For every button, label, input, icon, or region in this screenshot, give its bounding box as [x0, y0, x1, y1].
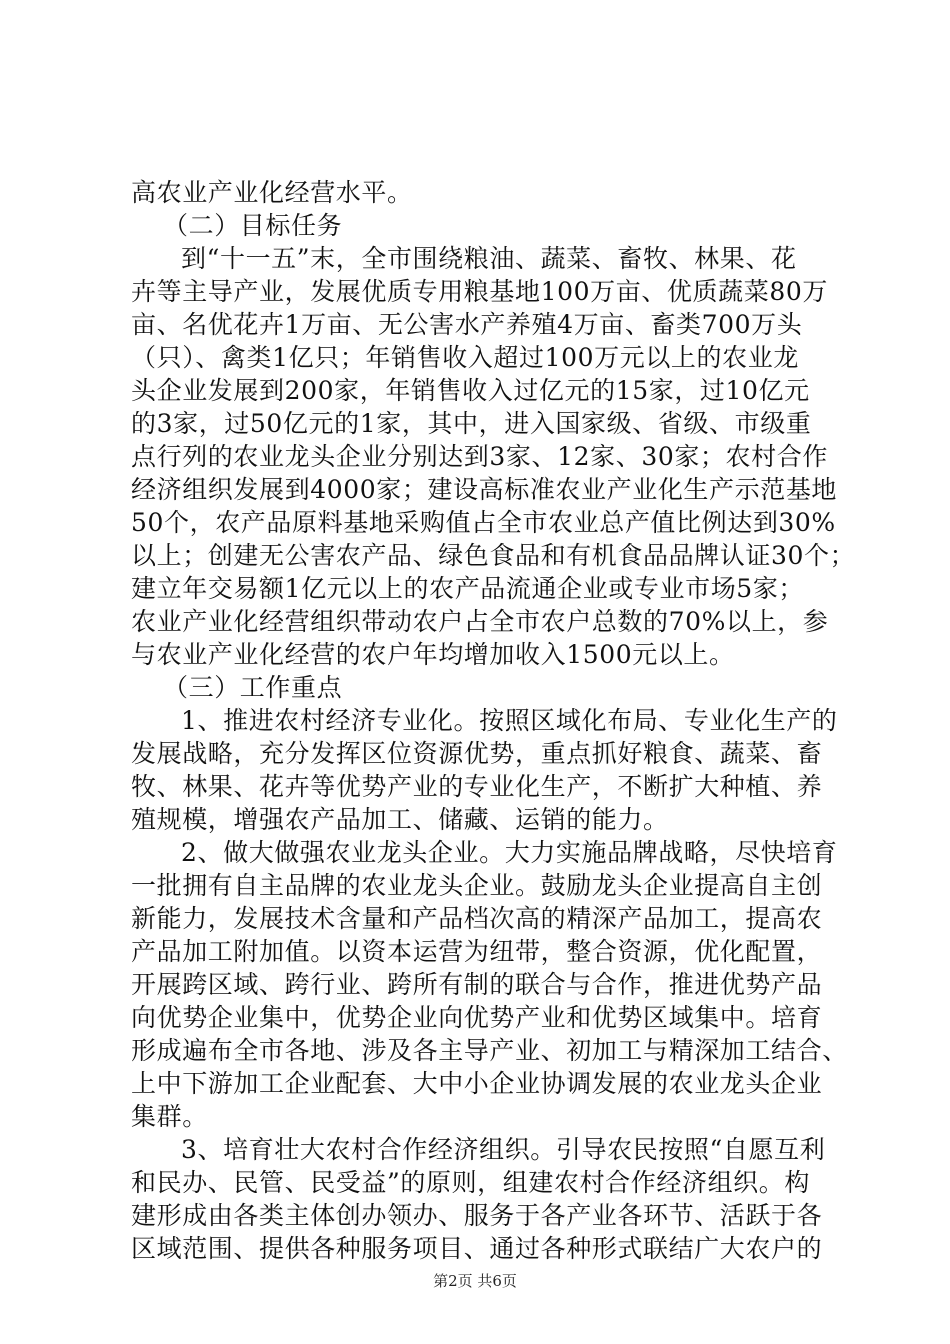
- text-line: 头企业发展到200家，年销售收入过亿元的15家，过10亿元: [131, 376, 810, 405]
- text-line: 3、培育壮大农村合作经济组织。引导农民按照“自愿互利: [181, 1135, 826, 1164]
- text-line: （只）、禽类1亿只；年销售收入超过100万元以上的农业龙: [131, 343, 799, 372]
- text-line: 集群。: [131, 1102, 208, 1131]
- text-line: 区域范围、提供各种服务项目、通过各种形式联结广大农户的: [131, 1234, 823, 1263]
- text-line: 开展跨区域、跨行业、跨所有制的联合与合作，推进优势产品: [131, 970, 823, 999]
- text-line: 上中下游加工企业配套、大中小企业协调发展的农业龙头企业: [131, 1069, 823, 1098]
- text-line: 的3家，过50亿元的1家，其中，进入国家级、省级、市级重: [131, 409, 812, 438]
- text-line: 农业产业化经营组织带动农户占全市农户总数的70%以上，参: [131, 607, 829, 636]
- text-line: 牧、林果、花卉等优势产业的专业化生产，不断扩大种植、养: [131, 772, 823, 801]
- text-line: 形成遍布全市各地、涉及各主导产业、初加工与精深加工结合、: [131, 1036, 848, 1065]
- text-line: 和民办、民管、民受益”的原则，组建农村合作经济组织。构: [131, 1168, 810, 1197]
- text-line: 向优势企业集中，优势企业向优势产业和优势区域集中。培育: [131, 1003, 823, 1032]
- text-line: 亩、名优花卉1万亩、无公害水产养殖4万亩、畜类700万头: [131, 310, 803, 339]
- text-line: 产品加工附加值。以资本运营为纽带，整合资源，优化配置，: [131, 937, 823, 966]
- text-line: 以上；创建无公害农产品、绿色食品和有机食品品牌认证30个；: [131, 541, 856, 570]
- text-line: 建形成由各类主体创办领办、服务于各产业各环节、活跃于各: [131, 1201, 823, 1230]
- text-line: 发展战略，充分发挥区位资源优势，重点抓好粮食、蔬菜、畜: [131, 739, 823, 768]
- text-line: 经济组织发展到4000家；建设高标准农业产业化生产示范基地: [131, 475, 838, 504]
- text-line: 高农业产业化经营水平。: [131, 178, 413, 207]
- text-line: 与农业产业化经营的农户年均增加收入1500元以上。: [131, 640, 735, 669]
- section-heading: （二）目标任务: [163, 211, 343, 240]
- text-line: 点行列的农业龙头企业分别达到3家、12家、30家；农村合作: [131, 442, 828, 471]
- text-line: 卉等主导产业，发展优质专用粮基地100万亩、优质蔬菜80万: [131, 277, 828, 306]
- text-line: 建立年交易额1亿元以上的农产品流通企业或专业市场5家；: [131, 574, 805, 603]
- text-line: 50个，农产品原料基地采购值占全市农业总产值比例达到30%: [131, 508, 836, 537]
- text-line: 1、推进农村经济专业化。按照区域化布局、专业化生产的: [181, 706, 838, 735]
- text-line: 新能力，发展技术含量和产品档次高的精深产品加工，提高农: [131, 904, 823, 933]
- text-line: 2、做大做强农业龙头企业。大力实施品牌战略，尽快培育: [181, 838, 838, 867]
- text-line: 殖规模，增强农产品加工、储藏、运销的能力。: [131, 805, 669, 834]
- section-heading: （三）工作重点: [163, 673, 343, 702]
- page-number-footer: 第2页 共6页: [433, 1272, 517, 1290]
- text-line: 一批拥有自主品牌的农业龙头企业。鼓励龙头企业提高自主创: [131, 871, 823, 900]
- text-line: 到“十一五”末，全市围绕粮油、蔬菜、畜牧、林果、花: [181, 244, 797, 273]
